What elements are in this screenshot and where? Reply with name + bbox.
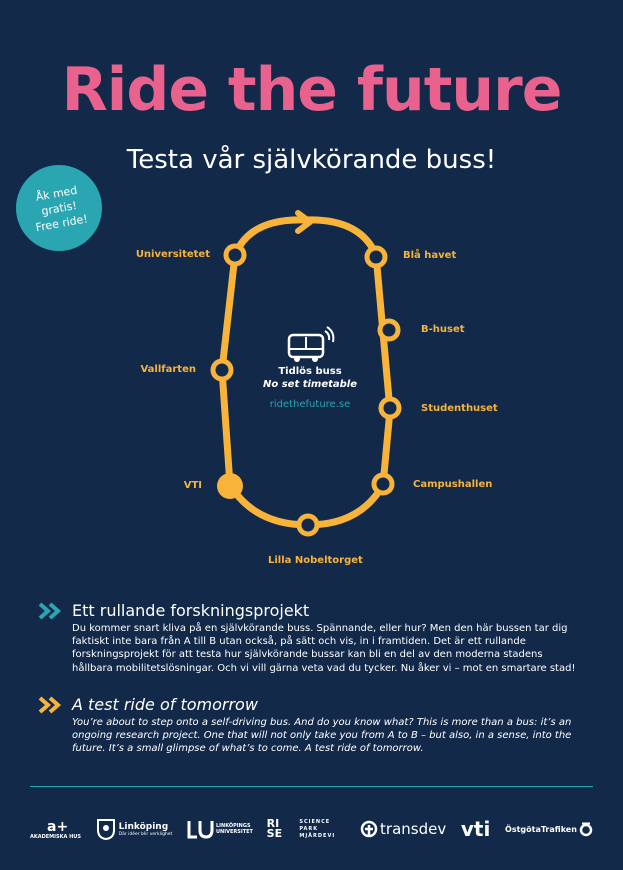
logo-liu [187,820,252,838]
stop-label-b-huset: B-huset [421,324,465,335]
stop-label-vallfarten: Vallfarten [140,364,196,375]
ostgotatrafiken-icon [579,822,593,836]
poster-subtitle: Testa vår självkörande buss! [126,145,497,175]
liu-icon [187,820,213,838]
stop-marker-bla-havet [367,248,385,266]
transdev-icon [360,820,378,838]
section-body-swedish: Du kommer snart kliva på en självkörande buss. Spännande, eller hur? Men den här bussen tar dig faktiskt inte bara från A till B utan också, på sätt och vis, in i framtiden. Det är ett rullande forskningsprojekt för att testa hur självkörande bussar kan bli en del av den moderna stadens hållbara mobilitetslösningar. Och vi vill gärna veta vad du tycker. Nu åker vi – mot en smartare stad! [72,623,576,674]
website-link[interactable]: ridethefuture.se [269,399,351,410]
stop-marker-studenthuset [381,399,399,417]
logo-transdev [360,820,446,838]
footer-divider [30,786,593,787]
linkoping-text: Linköping [118,821,169,832]
stop-label-bla-havet: Blå havet [403,250,457,261]
logo-akademiska-hus [30,818,81,840]
route-center-info [240,325,380,410]
section-english [38,695,583,756]
badge-line-1: Åk med [34,183,79,204]
section-swedish [38,601,583,675]
stop-label-universitetet: Universitetet [135,249,210,260]
partner-logos [30,812,593,846]
akademiska-hus-text: AKADEMISKA HUS [30,834,81,840]
stop-marker-vallfarten [213,361,231,379]
stop-marker-universitetet [226,246,244,264]
logo-ostgotatrafiken [505,822,593,836]
vti-text: vti [460,817,491,841]
stop-marker-b-huset [380,321,398,339]
liu-text: LINKÖPINGS UNIVERSITET [216,823,253,835]
science-park-text: SCIENCE PARK MJÄRDEVI [299,818,336,839]
transdev-text: transdev [380,820,447,838]
double-chevron-icon [38,696,66,714]
logo-science-park [299,819,345,840]
lion-crest-icon [96,818,116,840]
stop-label-lilla-nobeltorget: Lilla Nobeltorget [268,555,363,566]
akademiska-hus-icon [45,818,69,835]
badge-line-3: Free ride! [34,211,89,234]
logo-vti [461,817,490,841]
stop-label-studenthuset: Studenthuset [421,403,498,414]
stop-marker-vti [217,473,243,499]
bus-icon [283,325,337,365]
stop-label-vti: VTI [183,480,202,491]
double-chevron-icon [38,602,66,620]
svg-text:a+: a+ [47,819,69,835]
info-no-timetable: No set timetable [262,379,358,390]
poster-title: Ride the future [61,55,562,125]
section-body-english: You’re about to step onto a self-driving bus. And do you know what? This is more than a bus: it’s an ongoing research project. One that will not only take you from A to B – but also, in a sense, into the future. It’s a small glimpse of what’s to come. A test ride of tomorrow. [72,717,572,755]
stop-marker-campushallen [374,475,392,493]
badge-line-2: gratis! [40,198,78,218]
logo-linkoping-city [96,818,173,840]
ostgotatrafiken-text: ÖstgötaTrafiken [505,824,577,834]
stop-marker-lilla-nobeltorget [299,516,317,534]
rise-text: RI SE [266,817,283,840]
stop-label-campushallen: Campushallen [413,479,493,490]
logo-rise [267,819,285,839]
section-title-swedish: Ett rullande forskningsprojekt [72,601,310,620]
section-title-english: A test ride of tomorrow [72,695,258,714]
linkoping-sub-text: Där idéer blir verklighet [118,831,173,837]
info-tidlos-buss: Tidlös buss [278,366,342,377]
